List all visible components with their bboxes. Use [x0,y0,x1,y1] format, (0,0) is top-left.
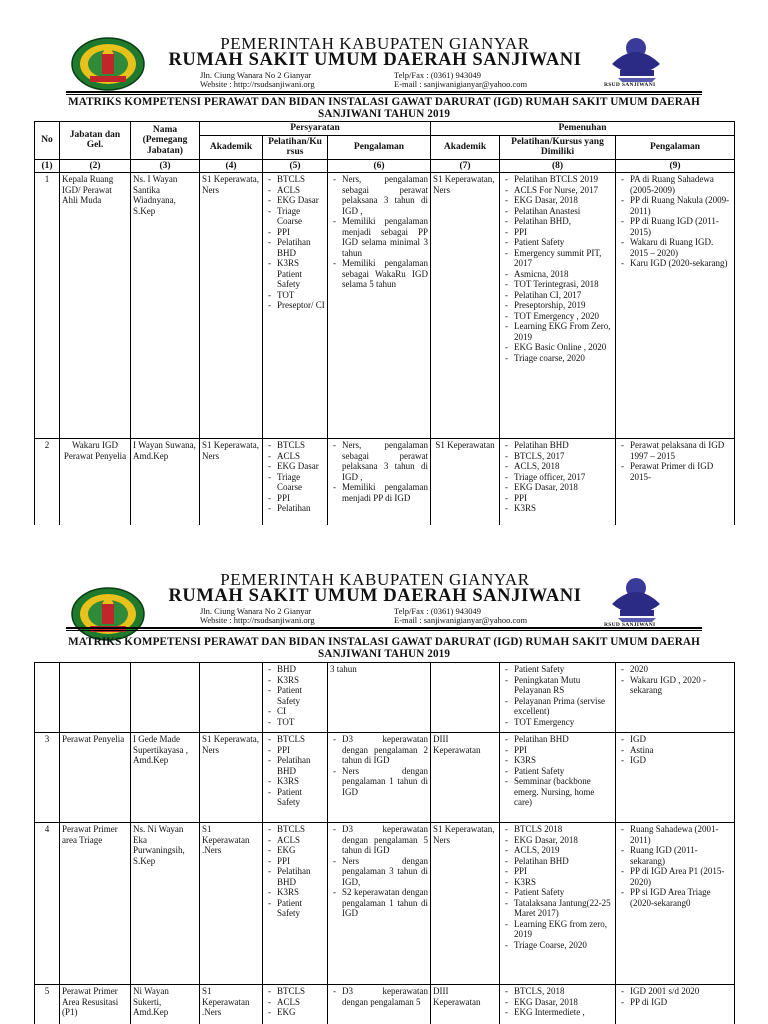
cell-pelatihan-req-list [265,174,325,311]
table-row [35,173,735,439]
colnum: (7) [431,159,500,173]
list-item: - Pelayanan Prima (servise excellent) [514,696,613,717]
list-item: - Asmicna, 2018 [514,269,613,280]
table-row [35,733,735,823]
list-item: - BHD [277,664,325,675]
page-1-rows [35,173,735,526]
list-item: - Pelatihan BHD [514,440,613,451]
header-pengalaman-req: Pengalaman [328,135,431,159]
list-item: - Memiliki pengalaman menjadi PP di IGD [342,482,428,503]
list-item: - K3RS [514,755,613,766]
letterhead-line-2: RUMAH SAKIT UMUM DAERAH SANJIWANI [168,50,582,70]
list-item: - ACLS For Nurse, 2017 [514,185,613,196]
cell-nama: I Wayan Suwana, Amd.Kep [131,439,200,526]
list-item: - Wakaru IGD , 2020 - sekarang [630,675,732,696]
header-pelatihan-req: Pelatihan/Ku rsus [263,135,328,159]
list-item: - Pelatihan BHD, [514,216,613,227]
list-item: - ACLS [277,835,325,846]
cell-pelatihan-own [500,985,616,1024]
header-no: No [35,122,60,160]
rsud-logo-caption: RSUD SANJIWANI [604,622,656,628]
list-item: - Ruang Sahadewa (2001-2011) [630,824,732,845]
letterhead-divider [66,91,702,95]
cell-akademik-own: S1 Keperawatan, Ners [431,173,500,439]
cell-akademik-own: S1 Keperawatan, Ners [431,823,500,985]
header-akademik-own: Akademik [431,135,500,159]
letterhead-line-1: PEMERINTAH KABUPATEN GIANYAR [220,570,530,589]
list-item: - Pelatihan BHD [277,866,325,887]
phone-line: Telp/Fax : (0361) 943049 [394,70,481,80]
list-item: - Emergency summit PIT, 2017 [514,248,613,269]
list-item: - Pelatihan BHD [277,755,325,776]
cell-akademik-own: DIII Keperawatan [431,733,500,823]
address-line: Jln. Ciung Wanara No 2 Gianyar [200,606,312,616]
cell-jabatan: Kepala Ruang IGD/ Perawat Ahli Muda [60,173,131,439]
cell-nama: Ns. Ni Wayan Eka Purwaningsih, S.Kep [131,823,200,985]
list-item: - Semminar (backbone emerg. Nursing, home care) [514,776,613,808]
list-item: - S2 keperawatan dengan pengalaman 1 tahun di IGD [342,887,428,919]
cell-pengalaman-own [616,985,735,1024]
list-item: - PPI [277,745,325,756]
list-item: - TOT Emergency [514,717,613,728]
list-item: - Preseptorship, 2019 [514,300,613,311]
list-item: - IGD 2001 s/d 2020 [630,986,732,997]
cell-akademik-own: DIII Keperawatan [431,985,500,1024]
list-item: - PPI [514,227,613,238]
cell-pelatihan-own-list [502,174,613,363]
list-item: - K3RS [514,503,613,514]
list-item: - BTCLS [277,440,325,451]
cell-akademik-req: S1 Keperawata, Ners [200,733,263,823]
list-item: - K3RS [277,675,325,686]
list-item: - Patient Safety [277,787,325,808]
list-item: - K3RS [277,887,325,898]
list-item: - Triage Coarse [277,472,325,493]
cell-pengalaman-own [616,173,735,439]
list-item: - 2020 [630,664,732,675]
header-nama: Nama (Pemegang Jabatan) [131,122,200,160]
list-item: - EKG [277,845,325,856]
email-line: E-mail : sanjiwanigianyar@yahoo.com [394,615,528,625]
header-pelatihan-own: Pelatihan/Kursus yang Dimiliki [500,135,616,159]
list-item: - EKG Dasar, 2018 [514,835,613,846]
colnum: (5) [263,159,328,173]
list-item: - Peningkatan Mutu Pelayanan RS [514,675,613,696]
list-item: - K3RS Patient Safety [277,258,325,290]
cell-pelatihan-req-list [265,664,325,727]
cell-no: 4 [35,823,60,985]
header-pemenuhan: Pemenuhan [431,122,735,136]
list-item: - D3 keperawatan dengan pengalaman 2 tahun di IGD [342,734,428,766]
table-row [35,663,735,733]
list-item: - IGD [630,755,732,766]
title-line-2: SANJIWANI TAHUN 2019 [317,108,451,120]
cell-nama: I Gede Made Supertikayasa , Amd.Kep [131,733,200,823]
title-line-1: MATRIKS KOMPETENSI PERAWAT DAN BIDAN INSTALASI GAWAT DARURAT (IGD) RUMAH SAKIT UMUM DAERAH [68,96,700,108]
list-item: - Learning EKG from zero, 2019 [514,919,613,940]
cell-pengalaman-own-list [618,986,732,1007]
cell-pengalaman-own-list [618,734,732,766]
gianyar-regency-logo-icon [68,584,148,642]
letterhead-divider [66,627,702,631]
list-item: - EKG Dasar [277,195,325,206]
cell-jabatan: Perawat Primer Area Resusitasi (P1) [60,985,131,1024]
list-item: - BTCLS [277,174,325,185]
list-item: - PP di IGD Area P1 (2015-2020) [630,866,732,887]
header-pengalaman-own: Pengalaman [616,135,735,159]
document-page-2 [0,560,768,1024]
list-item: - BTCLS [277,986,325,997]
list-item: - Ners dengan pengalaman 3 tahun di IGD, [342,856,428,888]
title-line-1: MATRIKS KOMPETENSI PERAWAT DAN BIDAN INSTALASI GAWAT DARURAT (IGD) RUMAH SAKIT UMUM DAERAH [68,636,700,648]
cell-jabatan: Perawat Penyelia [60,733,131,823]
cell-no: 1 [35,173,60,439]
email-line: E-mail : sanjiwanigianyar@yahoo.com [394,79,528,89]
colnum: (9) [616,159,735,173]
list-item: - Learning EKG From Zero, 2019 [514,321,613,342]
cell-akademik-req: S1 Keperawata, Ners [200,173,263,439]
list-item: - Patient Safety [514,766,613,777]
header-jabatan: Jabatan dan Gel. [60,122,131,160]
cell-akademik-req: S1 Keperawata, Ners [200,439,263,526]
list-item: - ACLS [277,185,325,196]
list-item: - Memiliki pengalaman sebagai WakaRu IGD selama 5 tahun [342,258,428,290]
list-item: - IGD [630,734,732,745]
list-item: - Memiliki pengalaman menjadi sebagai PP IGD selama minimal 3 tahun [342,216,428,258]
cell-pengalaman-own [616,823,735,985]
list-item: - Karu IGD (2020-sekarang) [630,258,732,269]
cell-pelatihan-req [263,663,328,733]
cell-pengalaman-req-list [330,734,428,797]
cell-pelatihan-own [500,663,616,733]
list-item: - Ruang IGD (2011-sekarang) [630,845,732,866]
list-item: - Ners, pengalaman sebagai perawat pelaksana 3 tahun di IGD , [342,440,428,482]
cell-pelatihan-req-list [265,440,325,514]
list-item: - PP di Ruang IGD (2011-2015) [630,216,732,237]
column-number-row [35,159,735,173]
cell-pengalaman-req-list [330,986,428,1007]
list-item: - Patient Safety [514,237,613,248]
rsud-logo-caption: RSUD SANJIWANI [604,82,656,88]
document-title [60,636,708,660]
letterhead-address [200,607,315,625]
colnum: (4) [200,159,263,173]
list-item: - Preseptor/ CI [277,300,325,311]
cell-jabatan: Wakaru IGD Perawat Penyelia [60,439,131,526]
cell-pengalaman-req [328,173,431,439]
header-akademik-req: Akademik [200,135,263,159]
table-row [35,985,735,1024]
list-item: - BTCLS, 2018 [514,986,613,997]
list-item: - Patient Safety [514,887,613,898]
colnum: (1) [35,159,60,173]
list-item: - Ners, pengalaman sebagai perawat pelaksana 3 tahun di IGD , [342,174,428,216]
letterhead-contact [394,71,527,89]
list-item: - ACLS [277,451,325,462]
list-item: - BTCLS, 2017 [514,451,613,462]
cell-akademik-req: S1 Keperawatan .Ners [200,985,263,1024]
page-gap [0,525,768,560]
list-item: - Tatalaksana Jantung(22-25 Maret 2017) [514,898,613,919]
cell-pelatihan-own [500,823,616,985]
list-item: - EKG Intermediete , [514,1007,613,1018]
cell-nama: Ni Wayan Sukerti, Amd.Kep [131,985,200,1024]
list-item: - Pelatihan [277,503,325,514]
cell-pelatihan-req [263,985,328,1024]
letterhead-address [200,71,315,89]
cell-pelatihan-req-list [265,734,325,808]
list-item: - Astina [630,745,732,756]
cell-pengalaman-req-list [330,824,428,919]
cell-akademik-req: S1 Keperawatan .Ners [200,823,263,985]
list-item: - Perawat Primer di IGD 2015- [630,461,732,482]
website-line: Website : http://rsudsanjiwani.org [200,79,315,89]
list-item: - Patient Safety [277,685,325,706]
document-title [60,96,708,120]
colnum: (8) [500,159,616,173]
cell-pelatihan-own-list [502,664,613,727]
cell-pelatihan-own-list [502,824,613,950]
table-row [35,439,735,526]
gianyar-regency-logo-icon [68,34,148,92]
cell-pengalaman-req: 3 tahun [328,663,431,733]
cell-no: 3 [35,733,60,823]
cell-pelatihan-own [500,173,616,439]
cell-pelatihan-req-list [265,824,325,919]
list-item: - EKG [277,1007,325,1018]
list-item: - Ners dengan pengalaman 1 tahun di IGD [342,766,428,798]
cell-pengalaman-own-list [618,824,732,908]
list-item: - EKG Dasar, 2018 [514,997,613,1008]
cell-pengalaman-own-list [618,440,732,482]
cell-nama: Ns. I Wayan Santika Wiadnyana, S.Kep [131,173,200,439]
list-item: - PPI [277,227,325,238]
list-item: - D3 keperawatan dengan pengalaman 5 tahun di IGD [342,824,428,856]
cell-akademik-own: S1 Keperawatan [431,439,500,526]
cell-pengalaman-req-list [330,440,428,503]
cell-pengalaman-own-list [618,664,732,696]
cell-pengalaman-own [616,439,735,526]
cell-pelatihan-req-list [265,986,325,1018]
letterhead-line-2: RUMAH SAKIT UMUM DAERAH SANJIWANI [168,586,582,606]
cell-jabatan [60,663,131,733]
list-item: - Triage Coarse, 2020 [514,940,613,951]
list-item: - ACLS [277,997,325,1008]
cell-no [35,663,60,733]
list-item: - Pelatihan BTCLS 2019 [514,174,613,185]
cell-nama [131,663,200,733]
cell-pengalaman-req-list [330,174,428,290]
cell-pelatihan-own-list [502,986,613,1018]
letterhead-contact [394,607,527,625]
cell-akademik-own [431,663,500,733]
cell-pengalaman-req [328,823,431,985]
list-item: - Patient Safety [277,898,325,919]
letterhead-line-1: PEMERINTAH KABUPATEN GIANYAR [220,34,530,53]
list-item: - TOT [277,717,325,728]
list-item: - EKG Dasar, 2018 [514,195,613,206]
list-item: - PP si IGD Area Triage (2020-sekarang0 [630,887,732,908]
cell-pengalaman-own-list [618,174,732,269]
cell-pelatihan-req [263,173,328,439]
list-item: - K3RS [514,877,613,888]
list-item: - PPI [514,866,613,877]
cell-pelatihan-req [263,439,328,526]
cell-pengalaman-req [328,439,431,526]
list-item: - TOT [277,290,325,301]
cell-pelatihan-own-list [502,734,613,808]
competency-matrix-table [34,121,735,525]
cell-pelatihan-req [263,733,328,823]
list-item: - BTCLS [277,824,325,835]
cell-jabatan: Perawat Primer area Triage [60,823,131,985]
list-item: - Pelatihan BHD [277,237,325,258]
table-row [35,823,735,985]
list-item: - PA di Ruang Sahadewa (2005-2009) [630,174,732,195]
list-item: - Triage officer, 2017 [514,472,613,483]
cell-pengalaman-req [328,733,431,823]
list-item: - TOT Emergency , 2020 [514,311,613,322]
list-item: - PPI [277,493,325,504]
list-item: - Triage Coarse [277,206,325,227]
title-line-2: SANJIWANI TAHUN 2019 [317,648,451,660]
list-item: - PPI [277,856,325,867]
phone-line: Telp/Fax : (0361) 943049 [394,606,481,616]
address-line: Jln. Ciung Wanara No 2 Gianyar [200,70,312,80]
cell-pengalaman-own [616,663,735,733]
list-item: - PPI [514,493,613,504]
list-item: - EKG Dasar, 2018 [514,482,613,493]
list-item: - Wakaru di Ruang IGD. 2015 – 2020) [630,237,732,258]
list-item: - Pelatihan BHD [514,734,613,745]
website-line: Website : http://rsudsanjiwani.org [200,615,315,625]
colnum: (6) [328,159,431,173]
cell-pelatihan-own-list [502,440,613,514]
cell-akademik-req [200,663,263,733]
list-item: - K3RS [277,776,325,787]
list-item: - Pelatihan Anastesi [514,206,613,217]
list-item: - EKG Basic Online , 2020 [514,342,613,353]
colnum: (2) [60,159,131,173]
list-item: - EKG Dasar [277,461,325,472]
cell-pengalaman-req [328,985,431,1024]
colnum: (3) [131,159,200,173]
cell-pelatihan-req [263,823,328,985]
cell-pengalaman-own [616,733,735,823]
list-item: - Perawat pelaksana di IGD 1997 – 2015 [630,440,732,461]
list-item: - CI [277,706,325,717]
letterhead [0,0,768,98]
list-item: - ACLS, 2018 [514,461,613,472]
list-item: - TOT Terintegrasi, 2018 [514,279,613,290]
list-item: - Pelatihan CI, 2017 [514,290,613,301]
list-item: - D3 keperawatan dengan pengalaman 5 [342,986,428,1007]
competency-matrix-table-continued [34,662,735,1024]
page-2-rows [35,663,735,1024]
list-item: - Patient Safety [514,664,613,675]
cell-pelatihan-own [500,733,616,823]
cell-pelatihan-own [500,439,616,526]
cell-no: 2 [35,439,60,526]
list-item: - BTCLS [277,734,325,745]
list-item: - Triage coarse, 2020 [514,353,613,364]
list-item: - Pelatihan BHD [514,856,613,867]
list-item: - PP di Ruang Nakula (2009-2011) [630,195,732,216]
list-item: - ACLS, 2019 [514,845,613,856]
list-item: - BTCLS 2018 [514,824,613,835]
list-item: - PP di IGD [630,997,732,1008]
header-persyaratan: Persyaratan [200,122,431,136]
list-item: - PPI [514,745,613,756]
cell-no: 5 [35,985,60,1024]
